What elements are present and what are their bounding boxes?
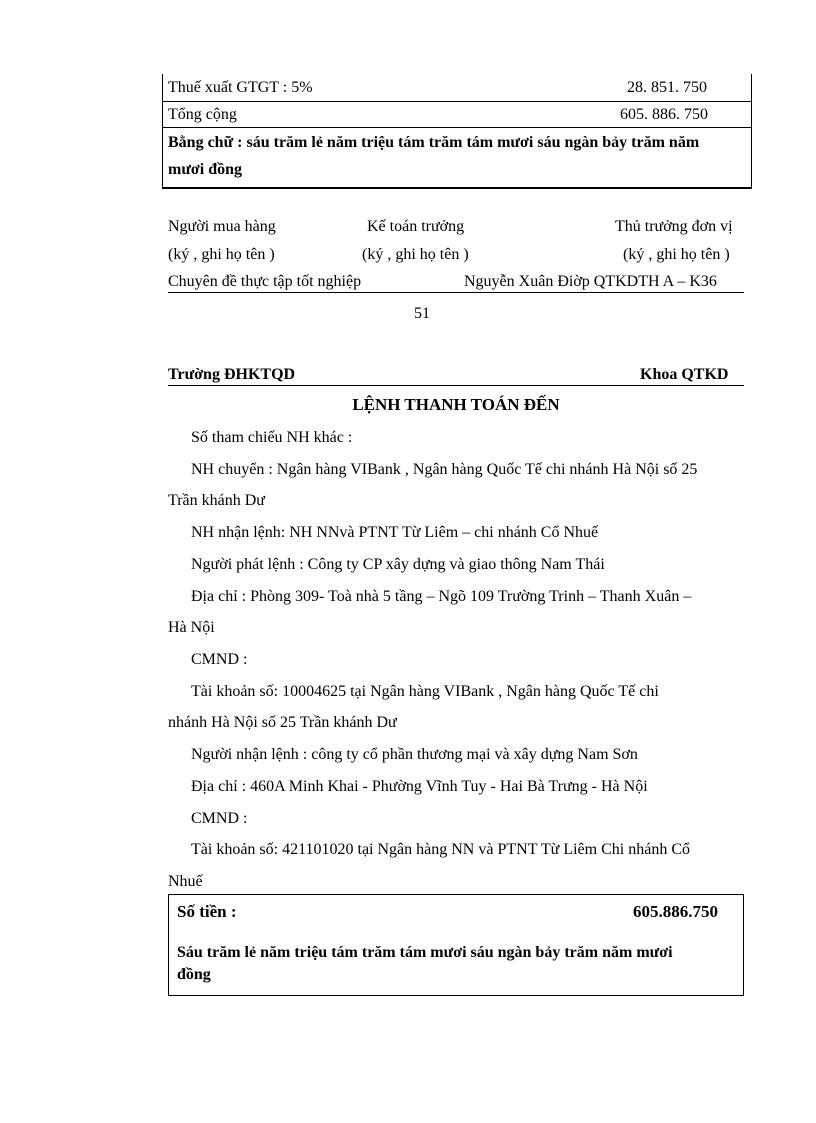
total-amount: 605. 886. 750 (620, 106, 708, 123)
footer-author: Nguyễn Xuân Điờp QTKDTH A – K36 (464, 273, 717, 290)
payee-address: Địa chỉ : 460A Minh Khai - Phường Vĩnh Tuy - Hai Bà Trưng - Hà Nội (191, 778, 648, 795)
receiving-bank: NH nhận lệnh: NH NNvà PTNT Từ Liêm – chi nhánh Cổ Nhuế (191, 524, 599, 541)
payer-name: Người phát lệnh : Công ty CP xây dựng và giao thông Nam Thái (191, 556, 605, 573)
footer-rule (168, 292, 744, 293)
buyer-sign-note: (ký , ghi họ tên ) (168, 246, 275, 263)
faculty-name: Khoa QTKD (640, 366, 729, 383)
document-title: LỆNH THANH TOÁN ĐẾN (352, 395, 560, 414)
amount-in-words-line1: Bằng chữ : sáu trăm lẻ năm triệu tám trăm tám mươi sáu ngàn bảy trăm năm (168, 134, 700, 151)
table-row-divider (162, 127, 752, 128)
amount-value: 605.886.750 (633, 902, 718, 921)
table-left-border (162, 74, 163, 188)
sending-bank-line2: Trần khánh Dư (168, 492, 265, 509)
amount-words-line2: đồng (177, 966, 211, 983)
vat-amount: 28. 851. 750 (627, 79, 707, 96)
school-name: Trường ĐHKTQD (168, 366, 296, 383)
payer-address-line2: Hà Nội (168, 619, 215, 636)
payee-account-line2: Nhuế (168, 873, 203, 890)
payee-account-line1: Tài khoản số: 421101020 tại Ngân hàng NN và PTNT Từ Liêm Chi nhánh Cổ (191, 841, 690, 858)
payer-account-line2: nhánh Hà Nội số 25 Trần khánh Dư (168, 714, 397, 731)
table-bottom-border (162, 187, 752, 189)
chief-accountant-sign-note: (ký , ghi họ tên ) (362, 246, 469, 263)
chief-accountant-title: Kế toán trưởng (367, 218, 465, 235)
vat-label: Thuế xuất GTGT : 5% (168, 79, 313, 96)
amount-label: Số tiền : (177, 902, 237, 921)
sending-bank-line1: NH chuyển : Ngân hàng VIBank , Ngân hàng Quốc Tế chi nhánh Hà Nội số 25 (191, 461, 698, 478)
payer-account-line1: Tài khoản số: 10004625 tại Ngân hàng VIBank , Ngân hàng Quốc Tế chi (191, 683, 659, 700)
head-sign-note: (ký , ghi họ tên ) (623, 246, 730, 263)
table-row-divider (162, 101, 752, 102)
amount-in-words-line2: mươi đồng (168, 161, 243, 178)
payee-id: CMND : (191, 810, 248, 827)
footer-thesis-title: Chuyên đề thực tập tốt nghiệp (168, 273, 362, 290)
page-number: 51 (414, 305, 430, 322)
table-right-border (751, 74, 752, 188)
payer-address-line1: Địa chỉ : Phòng 309- Toà nhà 5 tầng – Ngõ 109 Trường Trinh – Thanh Xuân – (191, 588, 692, 605)
reference-number: Số tham chiếu NH khác : (191, 429, 353, 446)
header-rule (168, 385, 744, 386)
buyer-title: Người mua hàng (168, 218, 276, 235)
amount-words-line1: Sáu trăm lẻ năm triệu tám trăm tám mươi sáu ngàn bảy trăm năm mươi (177, 944, 673, 961)
payer-id: CMND : (191, 651, 248, 668)
payee-name: Người nhận lệnh : công ty cổ phần thương mại và xây dựng Nam Sơn (191, 746, 638, 763)
head-title: Thủ trưởng đơn vị (615, 218, 733, 235)
total-label: Tổng cộng (168, 106, 237, 123)
